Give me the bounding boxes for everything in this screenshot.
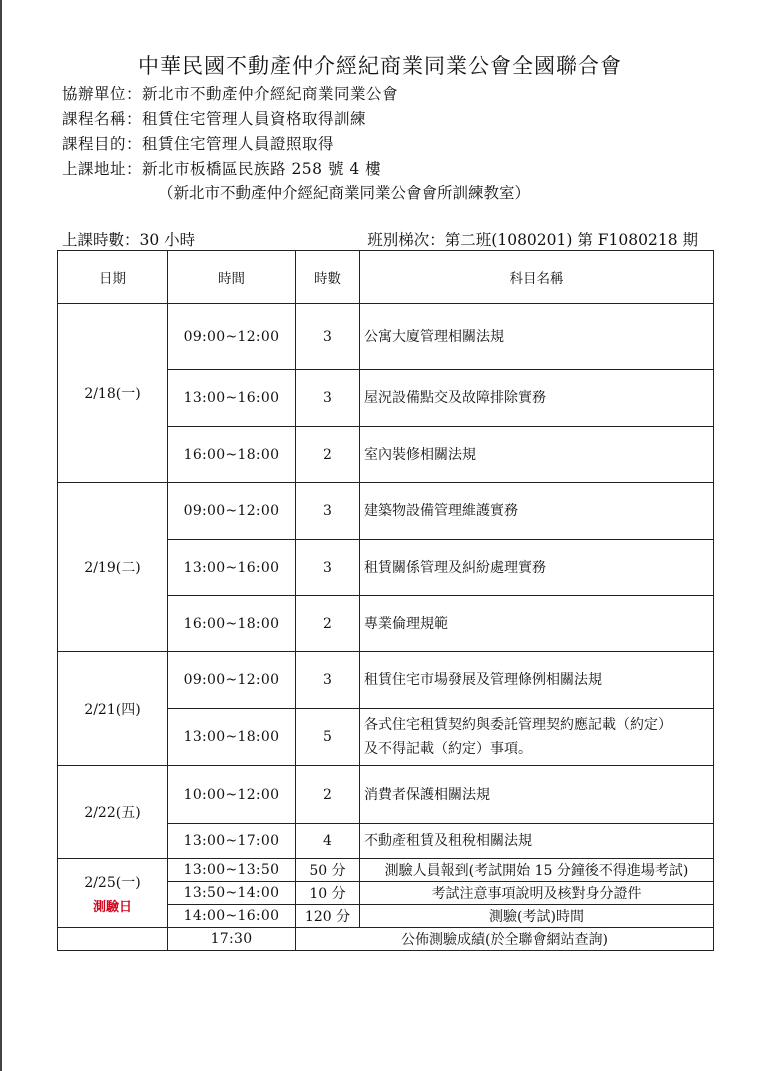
subject-cell: 室內裝修相關法規 [360, 427, 714, 483]
subject-cell: 測驗(考試)時間 [360, 905, 714, 928]
hours-cell: 3 [296, 304, 360, 370]
exam-day-tag: 測驗日 [92, 899, 132, 915]
time-cell: 13:00~17:00 [168, 824, 296, 859]
address-note: （新北市不動產仲介經紀商業同業公會會所訓練教室） [158, 184, 531, 202]
header-subject: 科目名稱 [360, 251, 714, 304]
hours-cell: 10 分 [296, 882, 360, 905]
time-cell: 09:00~12:00 [168, 304, 296, 370]
time-cell: 13:00~13:50 [168, 859, 296, 882]
address-line [62, 157, 381, 179]
table-header-row [58, 251, 714, 304]
date-cell: 2/21(四) [58, 652, 168, 766]
address-value: 新北市板橋區民族路 258 號 4 樓 [142, 160, 382, 178]
time-cell: 13:00~18:00 [168, 709, 296, 766]
course-purpose-line [62, 132, 334, 154]
hours-cell: 4 [296, 824, 360, 859]
subject-cell: 租賃住宅市場發展及管理條例相關法規 [360, 652, 714, 709]
hours-cell: 3 [296, 370, 360, 427]
subject-line-1: 各式住宅租賃契約與委託管理契約應記載（約定） [364, 717, 672, 733]
subject-cell [360, 709, 714, 766]
time-cell: 13:00~16:00 [168, 540, 296, 596]
organizer-value: 新北市不動產仲介經紀商業同業公會 [142, 85, 399, 103]
subject-cell: 測驗人員報到(考試開始 15 分鐘後不得進場考試) [360, 859, 714, 882]
hours-cell: 3 [296, 652, 360, 709]
table-row [58, 859, 714, 882]
organizer-label: 協辦單位： [62, 85, 143, 103]
subject-cell: 不動產租賃及租稅相關法規 [360, 824, 714, 859]
subject-cell: 建築物設備管理維護實務 [360, 483, 714, 540]
header-time: 時間 [168, 251, 296, 304]
course-name-line [62, 107, 366, 129]
subject-cell: 專業倫理規範 [360, 596, 714, 652]
time-cell: 17:30 [168, 928, 296, 951]
time-cell: 13:00~16:00 [168, 370, 296, 427]
table-row [58, 766, 714, 824]
course-purpose-value: 租賃住宅管理人員證照取得 [142, 135, 335, 153]
time-cell: 13:50~14:00 [168, 882, 296, 905]
hours-cell: 120 分 [296, 905, 360, 928]
subject-cell: 屋況設備點交及故障排除實務 [360, 370, 714, 427]
course-name-value: 租賃住宅管理人員資格取得訓練 [142, 110, 367, 128]
time-cell: 16:00~18:00 [168, 596, 296, 652]
hours-cell: 2 [296, 427, 360, 483]
time-cell: 09:00~12:00 [168, 652, 296, 709]
organizer-line [62, 82, 398, 104]
date-cell: 2/18(一) [58, 304, 168, 483]
time-cell: 14:00~16:00 [168, 905, 296, 928]
table-row [58, 304, 714, 370]
hours-cell: 2 [296, 766, 360, 824]
table-row [58, 483, 714, 540]
empty-date-cell [58, 928, 168, 951]
subject-cell: 租賃關係管理及糾紛處理實務 [360, 540, 714, 596]
address-label: 上課地址： [62, 160, 143, 178]
hours-cell: 3 [296, 540, 360, 596]
table-row [58, 652, 714, 709]
class-session: 班別梯次：第二班(1080201) 第 F1080218 期 [367, 231, 698, 249]
course-name-label: 課程名稱： [62, 110, 143, 128]
subject-cell: 消費者保護相關法規 [360, 766, 714, 824]
hours-cell: 3 [296, 483, 360, 540]
subject-cell: 考試注意事項說明及核對身分證件 [360, 882, 714, 905]
date-cell: 2/22(五) [58, 766, 168, 859]
table-row [58, 928, 714, 951]
time-cell: 10:00~12:00 [168, 766, 296, 824]
schedule-table [57, 250, 714, 951]
page-border [0, 0, 2, 1071]
date-cell: 2/19(二) [58, 483, 168, 652]
exam-date: 2/25(一) [84, 874, 141, 891]
hours-cell: 50 分 [296, 859, 360, 882]
header-hours: 時數 [296, 251, 360, 304]
time-cell: 09:00~12:00 [168, 483, 296, 540]
header-date: 日期 [58, 251, 168, 304]
subject-line-2: 及不得記載（約定）事項。 [364, 741, 532, 757]
time-cell: 16:00~18:00 [168, 427, 296, 483]
subject-cell: 公佈測驗成績(於全聯會網站查詢) [296, 928, 714, 951]
course-purpose-label: 課程目的： [62, 135, 143, 153]
hours-cell: 5 [296, 709, 360, 766]
date-cell [58, 859, 168, 928]
subject-cell: 公寓大廈管理相關法規 [360, 304, 714, 370]
total-hours: 上課時數：30 小時 [62, 231, 196, 249]
document-title: 中華民國不動產仲介經紀商業同業公會全國聯合會 [138, 54, 622, 78]
hours-cell: 2 [296, 596, 360, 652]
